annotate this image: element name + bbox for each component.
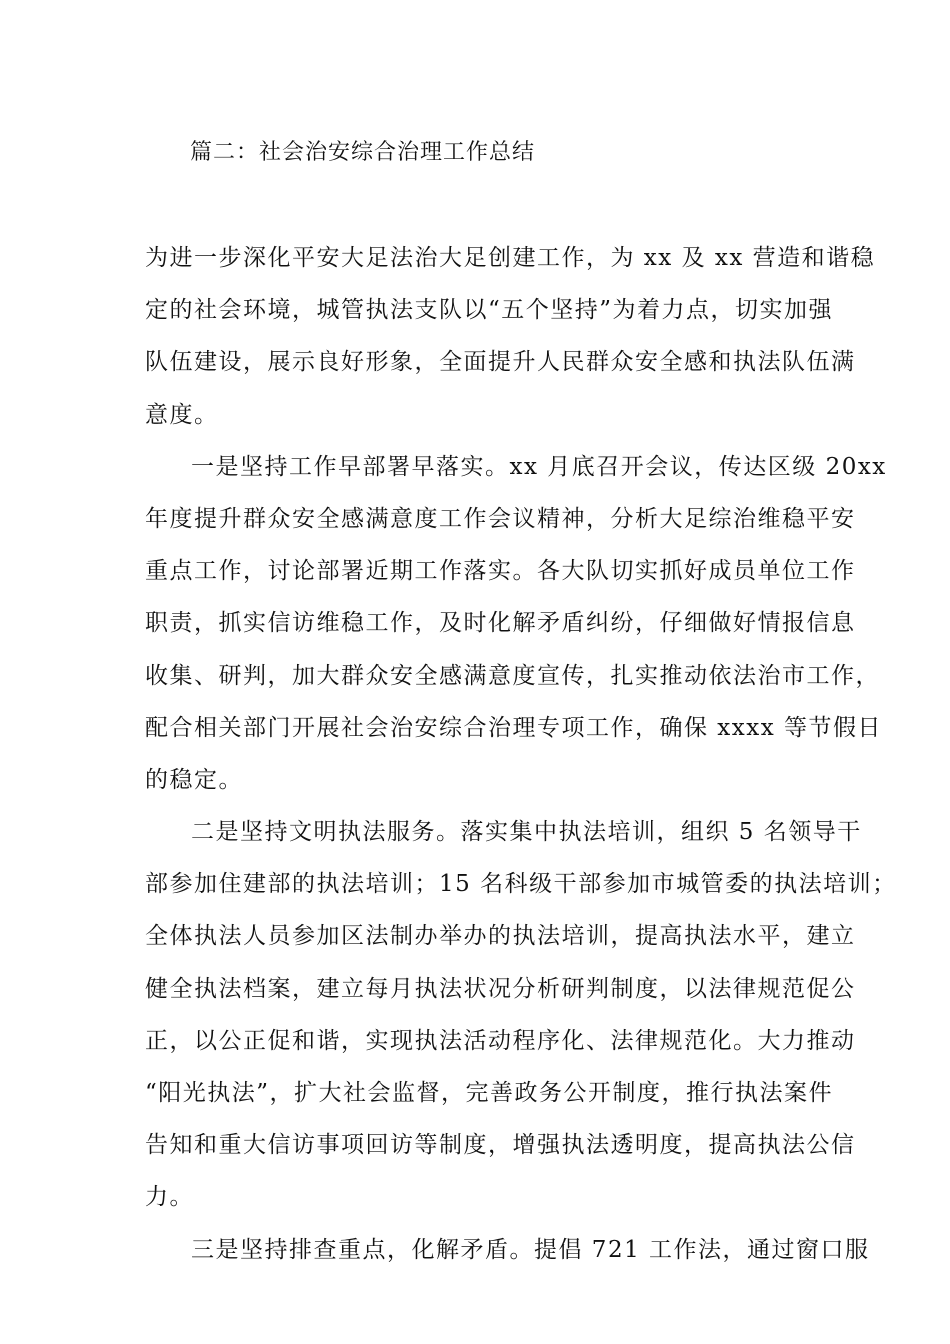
body-line: “阳光执法”，扩大社会监督，完善政务公开制度，推行执法案件 [145, 1080, 834, 1106]
body-line: 意度。 [145, 401, 219, 428]
document-body [145, 232, 897, 1276]
body-line: 力。 [145, 1184, 194, 1211]
document-title: 篇二：社会治安综合治理工作总结 [190, 140, 536, 165]
body-line: 一是坚持工作早部署早落实。xx 月底召开会议，传达区级 20xx [191, 453, 887, 480]
body-line: 定的社会环境，城管执法支队以“五个坚持”为着力点，切实加强 [145, 297, 834, 324]
body-line: 年度提升群众安全感满意度工作会议精神，分析大足综治维稳平安 [145, 505, 856, 532]
body-line: 三是坚持排查重点，化解矛盾。提倡 721 工作法，通过窗口服 [191, 1236, 870, 1263]
body-line: 为进一步深化平安大足法治大足创建工作，为 xx 及 xx 营造和谐稳 [145, 245, 876, 271]
body-line: 的稳定。 [145, 766, 243, 793]
body-line: 二是坚持文明执法服务。落实集中执法培训，组织 5 名领导干 [191, 819, 862, 846]
body-line: 正，以公正促和谐，实现执法活动程序化、法律规范化。大力推动 [145, 1027, 856, 1054]
body-line: 健全执法档案，建立每月执法状况分析研判制度，以法律规范促公 [145, 975, 856, 1002]
body-line: 配合相关部门开展社会治安综合治理专项工作，确保 xxxx 等节假日 [145, 714, 883, 741]
body-line: 部参加住建部的执法培训；15 名科级干部参加市城管委的执法培训； [145, 871, 897, 898]
body-line: 队伍建设，展示良好形象，全面提升人民群众安全感和执法队伍满 [145, 349, 856, 376]
body-line: 重点工作，讨论部署近期工作落实。各大队切实抓好成员单位工作 [145, 558, 856, 585]
body-line: 职责，抓实信访维稳工作，及时化解矛盾纠纷，仔细做好情报信息 [145, 610, 856, 637]
body-line: 收集、研判，加大群众安全感满意度宣传，扎实推动依法治市工作， [145, 662, 880, 689]
body-line: 全体执法人员参加区法制办举办的执法培训，提高执法水平，建立 [145, 923, 856, 950]
body-line: 告知和重大信访事项回访等制度，增强执法透明度，提高执法公信 [145, 1132, 856, 1159]
